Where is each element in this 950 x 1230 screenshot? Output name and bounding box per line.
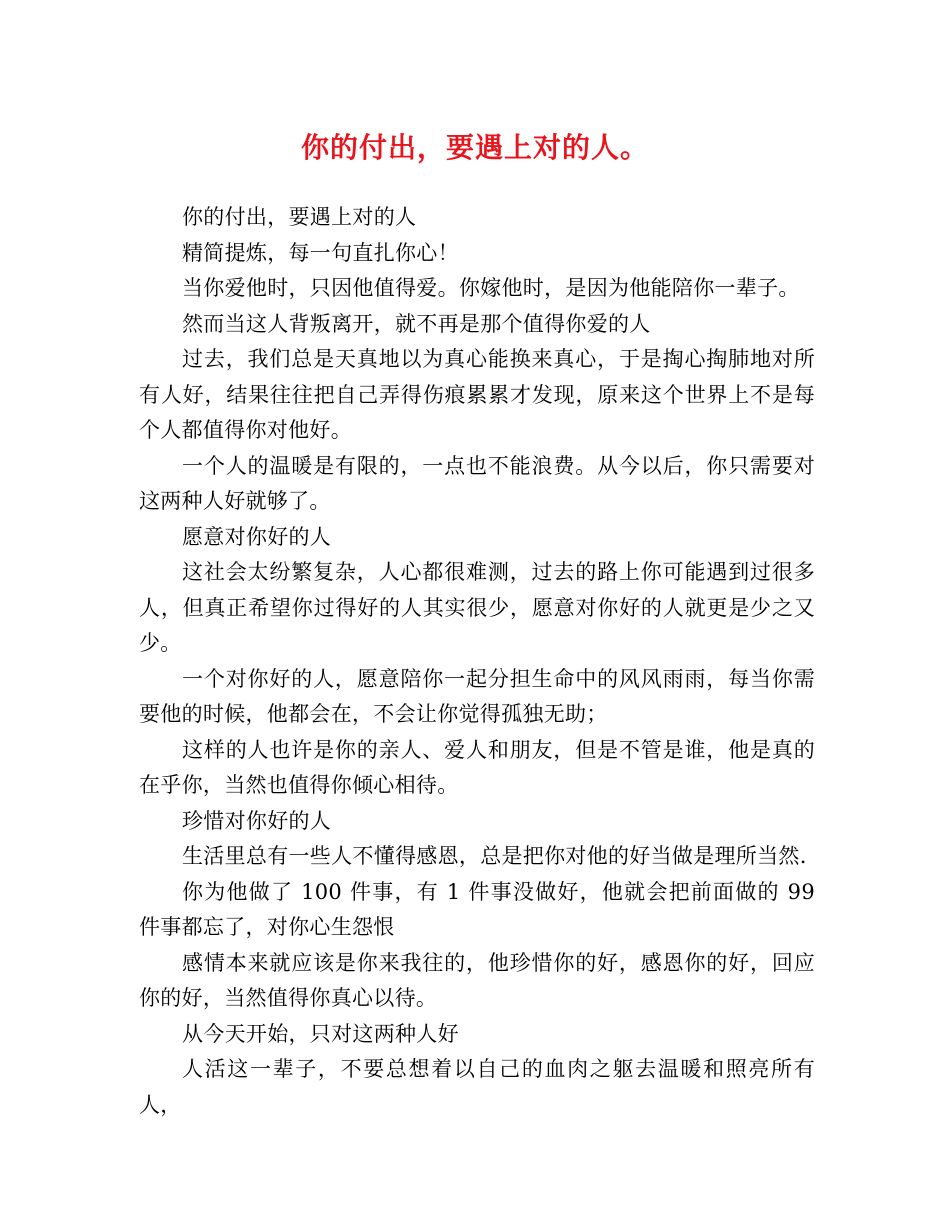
section-heading: 珍惜对你好的人 [182, 808, 332, 833]
paragraph: 一个人的温暖是有限的，一点也不能浪费。从今以后，你只需要对这两种人好就够了。 [139, 453, 815, 513]
document-body [139, 200, 815, 1123]
paragraph: 人活这一辈子，不要总想着以自己的血肉之躯去温暖和照亮所有人， [139, 1057, 815, 1117]
paragraph: 过去，我们总是天真地以为真心能换来真心，于是掏心掏肺地对所有人好，结果往往把自己弄得伤痕累累才发现，原来这个世界上不是每个人都值得你对他好。 [139, 347, 815, 442]
document-title: 你的付出，要遇上对的人。 [300, 131, 649, 164]
paragraph: 生活里总有一些人不懂得感恩，总是把你对他的好当做是理所当然. [182, 844, 807, 868]
paragraph: 感情本来就应该是你来我往的，他珍惜你的好，感恩你的好，回应你的好，当然值得你真心以待。 [139, 950, 815, 1010]
paragraph: 你为他做了 100 件事，有 1 件事没做好，他就会把前面做的 99 件事都忘了，对你心生怨恨 [139, 879, 815, 939]
paragraph: 这社会太纷繁复杂，人心都很难测，过去的路上你可能遇到过很多人，但真正希望你过得好的人其实很少，愿意对你好的人就更是少之又少。 [139, 560, 815, 655]
paragraph: 当你爱他时，只因他值得爱。你嫁他时，是因为他能陪你一辈子。 [182, 276, 800, 300]
paragraph: 这样的人也许是你的亲人、爱人和朋友，但是不管是谁，他是真的在乎你，当然也值得你倾心相待。 [139, 737, 815, 797]
paragraph: 一个对你好的人，愿意陪你一起分担生命中的风风雨雨，每当你需要他的时候，他都会在，不会让你觉得孤独无助； [139, 666, 815, 726]
paragraph: 精简提炼，每一句直扎你心！ [182, 240, 459, 265]
paragraph: 然而当这人背叛离开，就不再是那个值得你爱的人 [182, 311, 651, 336]
section-heading: 从今天开始，只对这两种人好 [182, 1021, 459, 1046]
paragraph: 你的付出，要遇上对的人 [182, 205, 417, 229]
section-heading: 愿意对你好的人 [182, 524, 332, 549]
